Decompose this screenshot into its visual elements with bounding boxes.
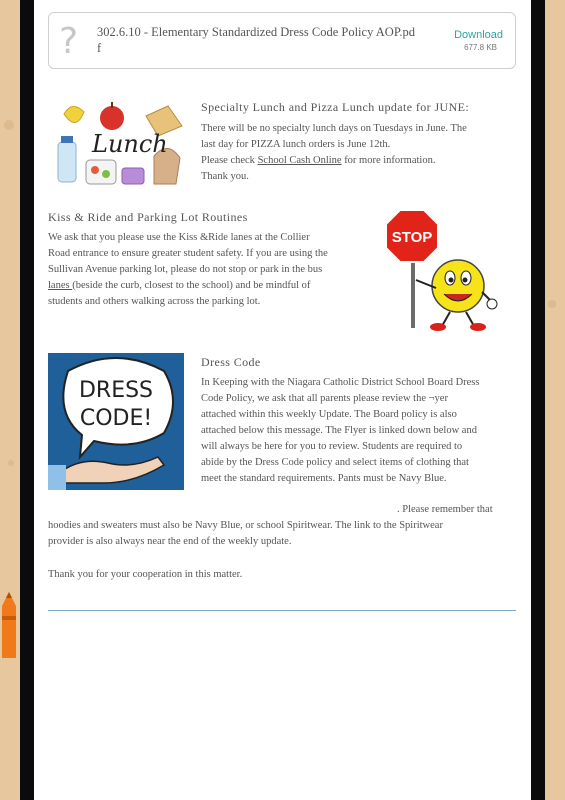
attachment-size: 677.8 KB (464, 43, 497, 52)
lunch-body: There will be no specialty lunch days on Tuesdays in June. The last day for PIZZA lunch orders is June 12th. Please check School Cash Online for more information. Thank you. (201, 123, 467, 182)
lunch-illustration (50, 98, 185, 190)
dress-code-image-line2: CODE! (79, 406, 153, 431)
stop-sign-smiley-illustration (380, 208, 498, 332)
dress-code-body: In Keeping with the Niagara Catholic District School Board Dress Code Policy, we ask that all parents please review the ¬yer attached within this weekly Update. The Board policy is also attached below this message. The Flyer is linked down below and will always be here for you to review. Students are required to abide by the Dress Code policy and select items of clothing that meet the standard requirements. Pants must be Navy Blue. (201, 377, 480, 484)
attachment-filename: 302.6.10 - Elementary Standardized Dress Code Policy AOP.pd f (97, 25, 416, 55)
lunch-heading: Specialty Lunch and Pizza Lunch update for JUNE: (201, 100, 470, 114)
dress-code-heading: Dress Code (201, 355, 261, 369)
dress-code-body-continued: hoodies and sweaters must also be Navy Blue, or school Spiritwear. The link to the Spiritwear provider is also always near the end of the weekly update. (48, 520, 443, 547)
school-cash-online-link[interactable]: School Cash Online (257, 155, 342, 166)
background-texture (4, 120, 14, 130)
dress-code-illustration (48, 353, 184, 490)
dress-code-image-line1: DRESS (78, 378, 154, 403)
section-divider (48, 610, 516, 611)
background-texture (548, 300, 556, 308)
kiss-ride-heading: Kiss & Ride and Parking Lot Routines (48, 210, 248, 224)
lanes-link[interactable]: lanes (48, 280, 73, 291)
lunch-image-text: Lunch (92, 130, 168, 158)
question-mark-icon: ? (59, 21, 79, 62)
stop-sign-text: STOP (391, 229, 433, 246)
kiss-ride-body: We ask that you please use the Kiss &Ride lanes at the Collier Road entrance to ensure greater student safety. If you are using the Sullivan Avenue parking lot, please do not stop or park in the bus lanes (beside the curb, closest to the school) and be mindful of students and others walking across the parking lot. (48, 232, 328, 307)
closing-text: Thank you for your cooperation in this matter. (48, 569, 243, 580)
dress-code-reminder: . Please remember that (397, 504, 493, 515)
attachment-card[interactable] (48, 12, 516, 69)
download-link[interactable]: Download (454, 29, 503, 41)
background-texture (8, 460, 14, 466)
crayon-decoration (0, 588, 18, 658)
